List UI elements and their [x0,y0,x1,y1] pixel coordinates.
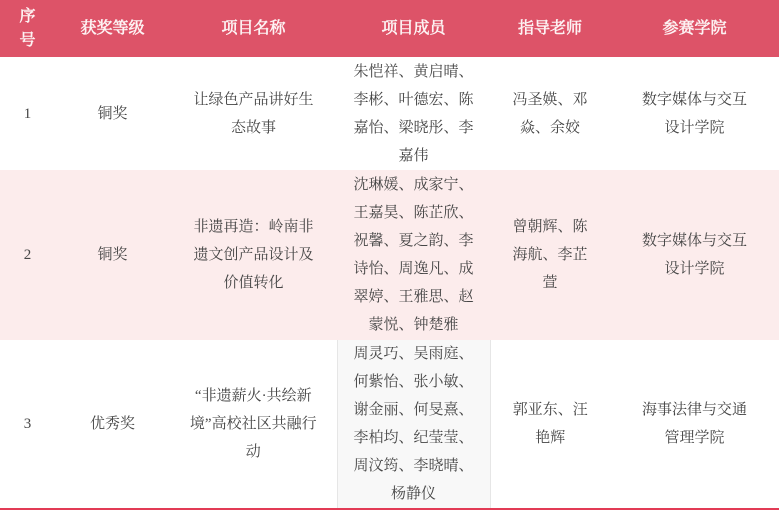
cell-members: 朱恺祥、黄启晴、李彬、叶德宏、陈嘉怡、梁晓彤、李嘉伟 [353,63,474,164]
cell-project: 让绿色产品讲好生态故事 [193,91,314,136]
cell-college: 数字媒体与交互设计学院 [641,233,747,277]
cell-teachers: 冯圣媖、邓焱、余姣 [512,91,588,136]
header-cell-teachers: 指导老师 [490,0,610,57]
cell-award: 优秀奖 [89,416,135,432]
table-body [0,57,779,509]
table-row [0,57,779,170]
cell-teachers: 曾朝辉、陈海航、李芷萱 [512,219,588,291]
table-row [0,340,779,509]
cell-award: 铜奖 [97,247,128,263]
header-cell-college: 参赛学院 [610,0,779,57]
header-cell-project: 项目名称 [170,0,337,57]
cell-members: 周灵巧、吴雨庭、何紫怡、张小敏、谢金丽、何旻熹、李柏均、纪莹莹、周汶筠、李晓晴、杨静仪 [337,340,490,509]
header-cell-members: 项目成员 [337,0,490,57]
header-cell-award: 获奖等级 [55,0,170,57]
cell-index: 2 [23,247,32,263]
header-cell-index: 序号 [0,0,55,57]
cell-index: 1 [23,105,32,122]
cell-project: 非遗再造：岭南非遗文创产品设计及价值转化 [193,219,314,291]
cell-college: 数字媒体与交互设计学院 [641,91,747,136]
header-row [0,0,779,57]
cell-project: “非遗薪火·共绘新境”高校社区共融行动 [189,388,317,460]
cell-award: 铜奖 [97,105,128,122]
table-header [0,0,779,57]
cell-college: 海事法律与交通管理学院 [641,402,747,446]
table-row [0,170,779,340]
cell-members: 沈琳媛、成家宁、王嘉昊、陈芷欣、祝馨、夏之韵、李诗怡、周逸凡、成翠婷、王雅思、赵蒙悦、钟楚雅 [353,177,474,333]
cell-index: 3 [23,416,32,432]
cell-teachers: 郭亚东、汪艳辉 [512,402,588,446]
